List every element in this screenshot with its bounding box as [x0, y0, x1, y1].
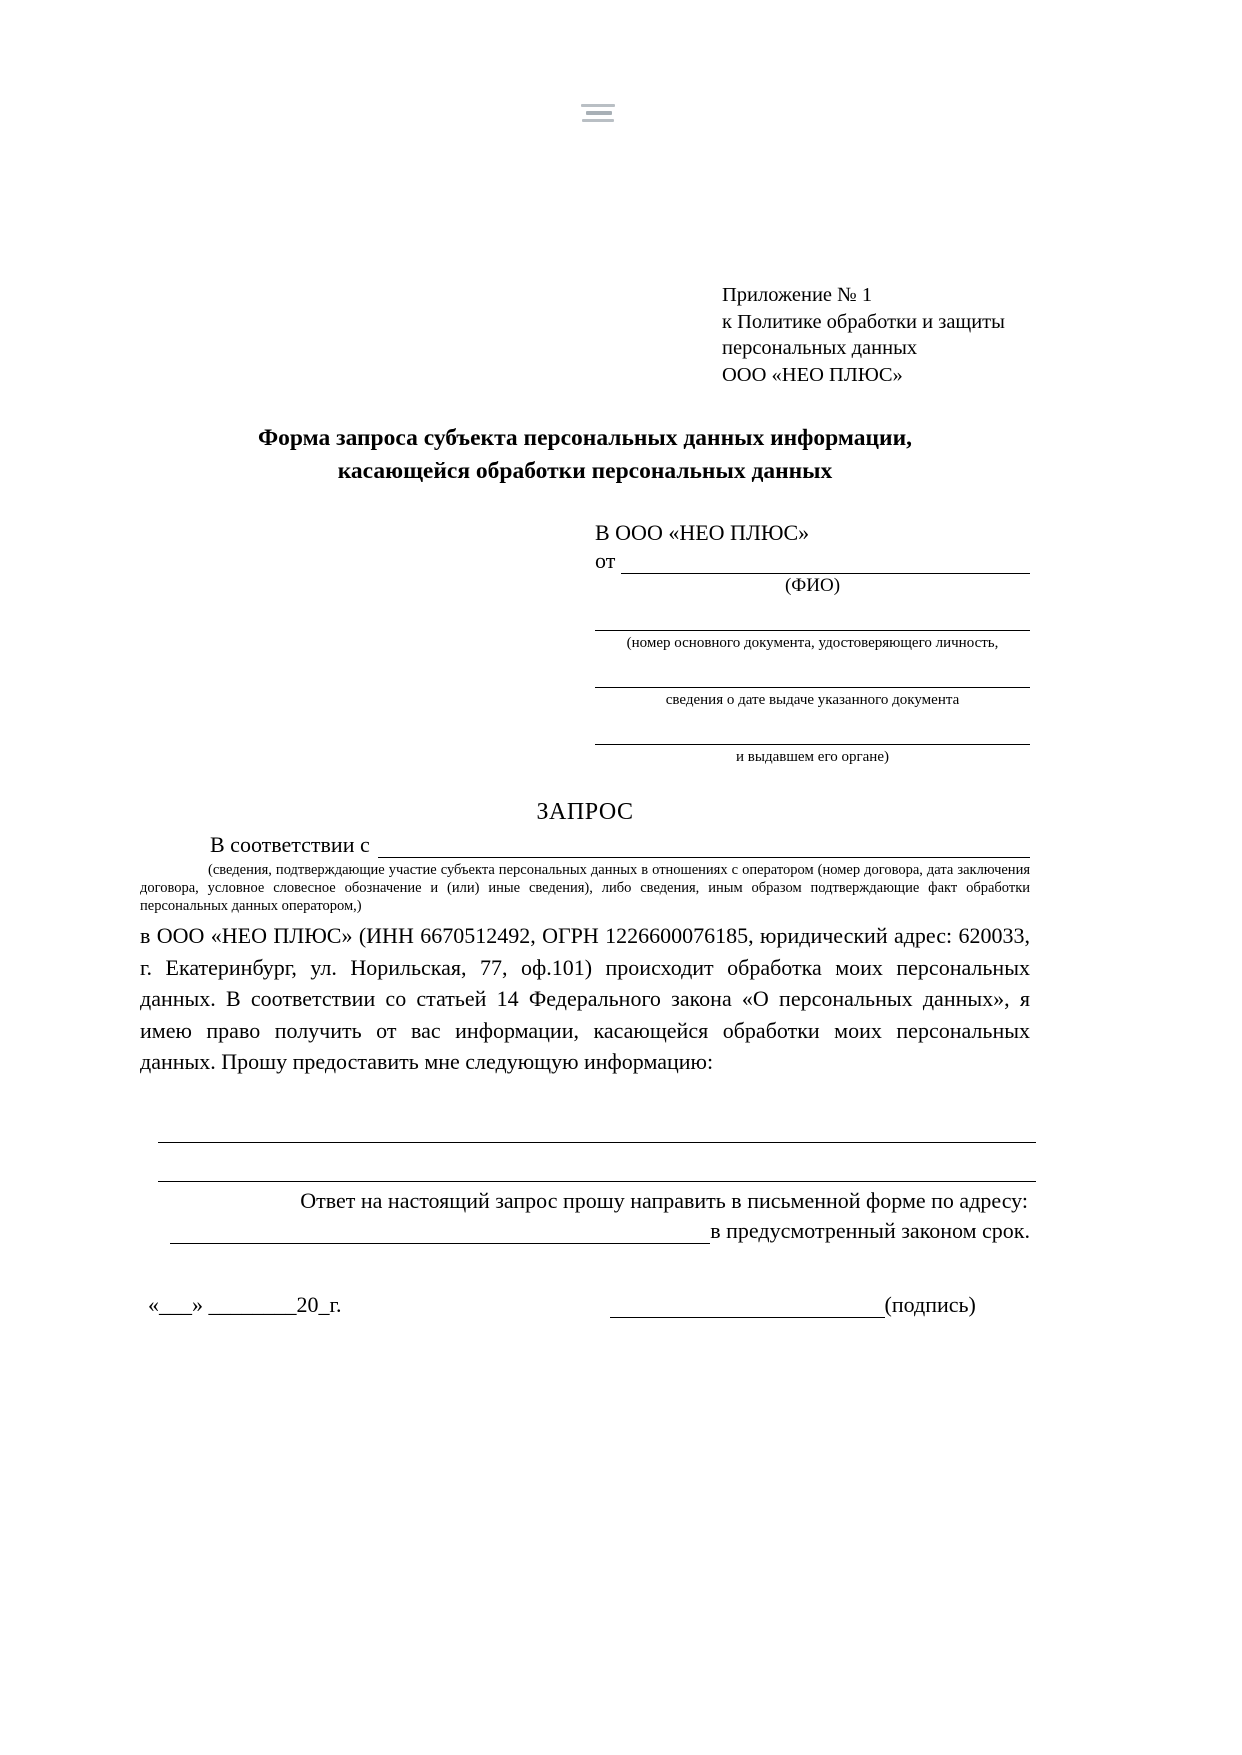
appendix-line-4: ООО «НЕО ПЛЮС»	[722, 363, 903, 386]
caption-doc-authority: и выдавшем его органе)	[736, 749, 889, 765]
accordance-row	[140, 832, 1030, 858]
caption-doc-date: сведения о дате выдаче указанного документа	[665, 692, 960, 708]
signature-label: (подпись)	[884, 1291, 976, 1317]
appendix-block	[722, 282, 1030, 388]
page-title	[140, 422, 1030, 488]
accordance-note	[140, 861, 1030, 915]
accordance-label: В соответствии с	[210, 832, 370, 857]
appendix-line-1: Приложение № 1	[722, 284, 873, 306]
addressee-line: В ООО «НЕО ПЛЮС»	[595, 520, 810, 545]
appendix-line-3: персональных данных	[722, 337, 918, 359]
doc-number-input-line[interactable]	[595, 596, 1030, 631]
from-label: от	[595, 548, 616, 573]
page-title-line-1: Форма запроса субъекта персональных данных информации,	[258, 425, 912, 451]
accordance-note-line-3: обработки персональных данных оператором,)	[140, 880, 1030, 914]
accordance-note-line-2: заключения договора, условное словесное обозначение и (или) иные сведения), либо сведения, иным образом подтверждающие факт	[140, 862, 1031, 896]
signature-input-line[interactable]	[610, 1295, 885, 1318]
doc-date-input-line[interactable]	[595, 653, 1030, 688]
caption-fio: (ФИО)	[784, 575, 841, 596]
request-heading: ЗАПРОС	[536, 799, 634, 825]
document-content	[140, 0, 1030, 1318]
doc-authority-input-line[interactable]	[595, 710, 1030, 745]
appendix-line-2: к Политике обработки и защиты	[722, 310, 1005, 333]
answer-address-row	[140, 1218, 1030, 1244]
from-row	[595, 548, 1030, 574]
from-input-line[interactable]	[621, 551, 1030, 574]
accordance-note-line-1: (сведения, подтверждающие участие субъекта персональных данных в отношениях с оператором (номер договора, дата	[208, 862, 954, 878]
applicant-fields	[595, 576, 1030, 767]
answer-tail-text: в предусмотренный законом срок.	[710, 1217, 1030, 1243]
answer-address-input-line[interactable]	[170, 1221, 710, 1244]
caption-doc-number: (номер основного документа, удостоверяющего личность,	[626, 635, 999, 651]
page-title-line-2: касающейся обработки персональных данных	[337, 458, 833, 484]
accordance-input-line[interactable]	[378, 837, 1030, 858]
answer-request-text: Ответ на настоящий запрос прошу направить в письменной форме по адресу:	[300, 1187, 1028, 1213]
info-request-line-2[interactable]	[158, 1143, 1036, 1182]
body-paragraph: в ООО «НЕО ПЛЮС» (ИНН 6670512492, ОГРН 1226600076185, юридический адрес: 620033, г. Екатеринбург, ул. Норильская, 77, оф.101) происходит обработка моих персональных данных. В соответствии со статьей 14 Федерального закона «О персональных данных», я имею право получить от вас информации, касающейся обработки моих персональных данных. Прошу предоставить мне следующую информацию:	[140, 923, 1030, 1074]
info-request-lines	[140, 1104, 1030, 1182]
info-request-line-1[interactable]	[158, 1104, 1036, 1143]
signature-date-field[interactable]: «___» ________20_г.	[148, 1291, 342, 1317]
signature-row	[140, 1292, 1030, 1318]
